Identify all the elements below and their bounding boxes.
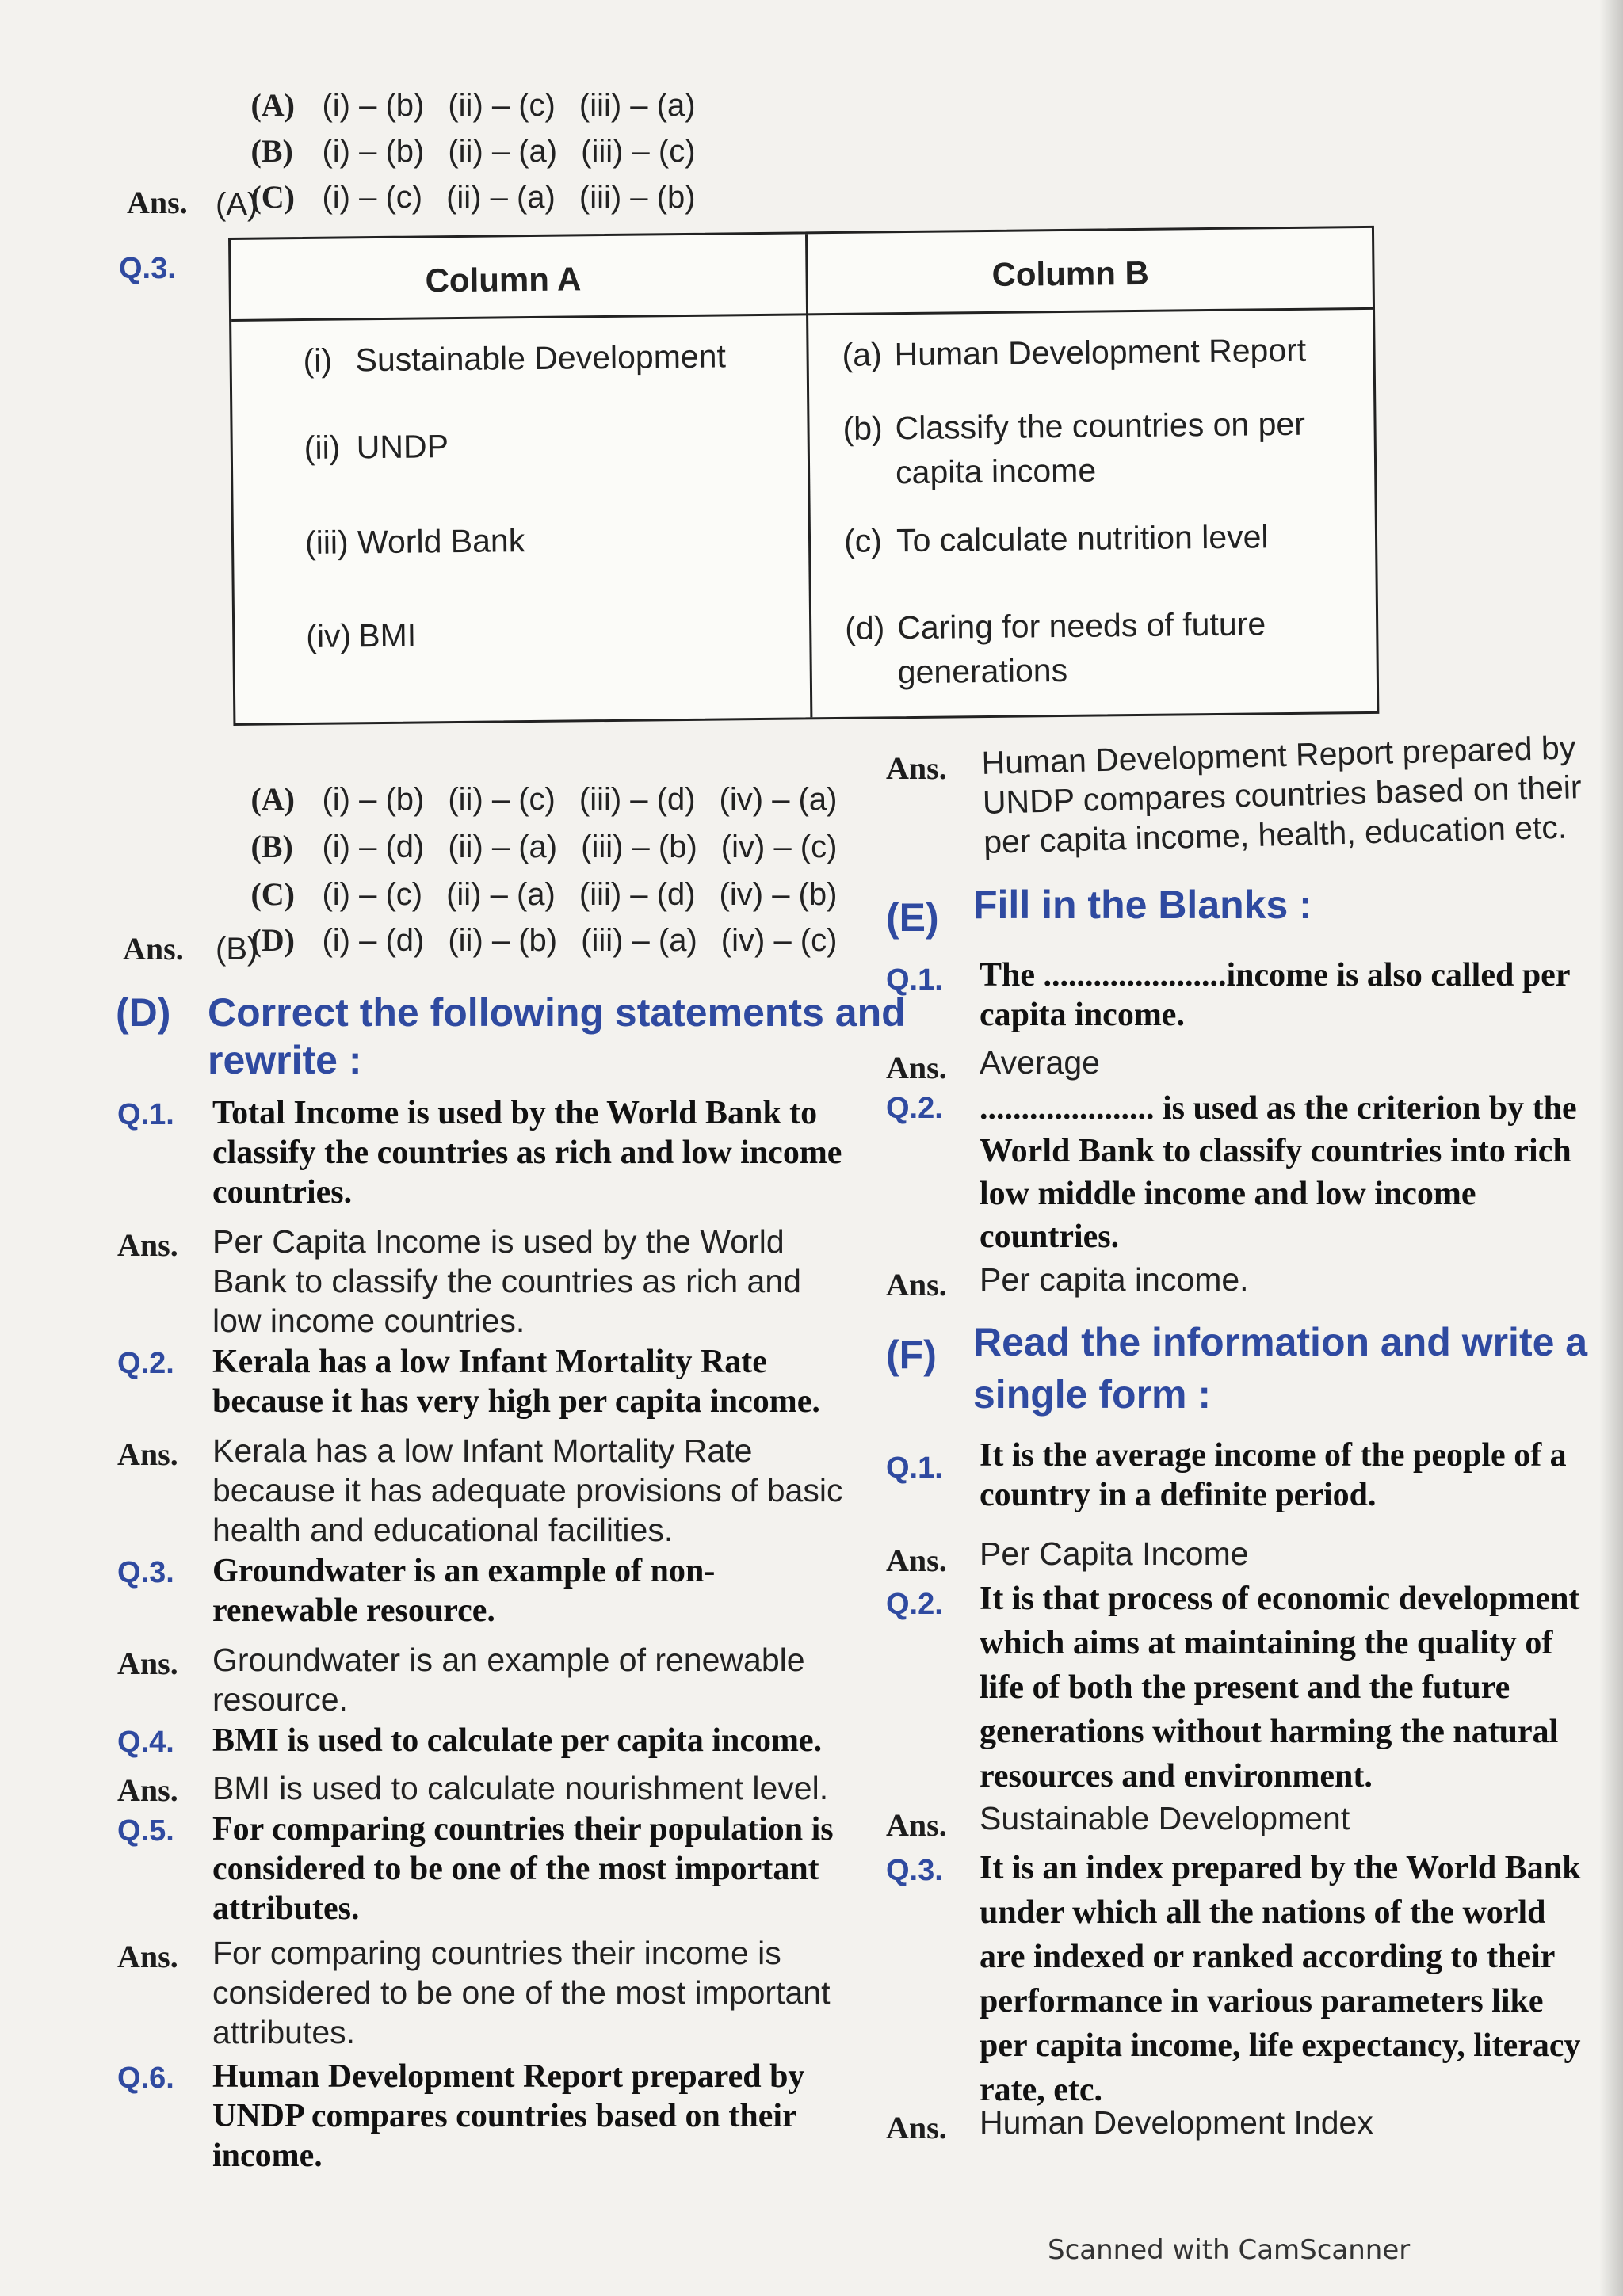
d-q4-answer: BMI is used to calculate nourishment level. (212, 1770, 829, 1806)
d-q1-number: Q.1. (117, 1098, 174, 1131)
top-option-a: (A) (i) – (b) (ii) – (c) (iii) – (a) (250, 87, 696, 123)
col-a-item-2: (ii) UNDP (304, 428, 449, 467)
d-q2-number: Q.2. (117, 1347, 174, 1380)
top-answer-label: Ans. (127, 185, 188, 220)
f-q2-ans-label: Ans. (886, 1807, 947, 1843)
col-b-item-1: (a) Human Development Report (842, 331, 1307, 373)
col-b-item-3: (c) To calculate nutrition level (843, 518, 1269, 559)
d-q6-number: Q.6. (117, 2061, 174, 2095)
f-q1-answer: Per Capita Income (980, 1535, 1249, 1572)
e-q1-number: Q.1. (886, 963, 943, 997)
d-q1-ans-label: Ans. (117, 1227, 178, 1263)
page-edge-shadow (1599, 0, 1623, 2296)
section-e-title: Fill in the Blanks : (973, 883, 1312, 927)
q3-option-a: (A) (i) – (b) (ii) – (c) (iii) – (d) (iv) – (a) (250, 781, 838, 817)
section-d-letter: (D) (116, 990, 171, 1035)
section-f-title-1: Read the information and write a (973, 1320, 1588, 1364)
f-q2-question: It is that process of economic development which aims at maintaining the quality of life of both the present and the future generations without harming the natural resources and environment. (980, 1581, 1580, 1794)
d-q4-question: BMI is used to calculate per capita income. (212, 1722, 823, 1759)
top-option-b: (B) (i) – (b) (ii) – (a) (iii) – (c) (250, 133, 696, 169)
table-header-row (231, 228, 1373, 322)
d-q5-question: For comparing countries their population is considered to be one of the most important attributes. (212, 1811, 834, 1927)
scanner-watermark: Scanned with CamScanner (1048, 2234, 1411, 2266)
section-f-letter: (F) (886, 1333, 937, 1377)
section-d-title-2: rewrite : (208, 1038, 362, 1082)
d-q3-number: Q.3. (117, 1556, 174, 1589)
d-q2-answer: Kerala has a low Infant Mortality Rate because it has adequate provisions of basic health and educational facilities. (212, 1432, 843, 1548)
section-f-title-2: single form : (973, 1372, 1212, 1417)
f-q3-number: Q.3. (886, 1854, 943, 1887)
col-b-item-2: (b) Classify the countries on per capita income (842, 405, 1306, 491)
top-answer-value: (A) (216, 187, 258, 222)
d-q5-ans-label: Ans. (117, 1939, 178, 1974)
col-b-item-4: (d) Caring for needs of future generations (844, 605, 1266, 691)
f-q3-ans-label: Ans. (886, 2110, 947, 2145)
f-q2-answer: Sustainable Development (980, 1800, 1350, 1836)
e-q2-ans-label: Ans. (886, 1267, 947, 1302)
d-q2-question: Kerala has a low Infant Mortality Rate because it has very high per capita income. (212, 1344, 820, 1420)
f-q1-question: It is the average income of the people of a country in a definite period. (980, 1437, 1567, 1513)
f-q3-question: It is an index prepared by the World Bank under which all the nations of the world are indexed or ranked according to their performance in various parameters like per capita income, life expectancy, literacy rate, etc. (980, 1850, 1581, 2108)
e-q1-question: The ......................income is also called per capita income. (980, 957, 1570, 1033)
f-q3-answer: Human Development Index (980, 2104, 1373, 2141)
d-q3-ans-label: Ans. (117, 1646, 178, 1681)
right-q6-ans-label: Ans. (886, 750, 947, 786)
section-d-title-1: Correct the following statements and (208, 990, 906, 1035)
col-a-item-1: (i) Sustainable Development (303, 338, 727, 379)
q3-option-c: (C) (i) – (c) (ii) – (a) (iii) – (d) (iv) – (b) (250, 876, 838, 912)
d-q5-answer: For comparing countries their income is considered to be one of the most important attributes. (212, 1935, 831, 2050)
q3-option-d: (D) (i) – (d) (ii) – (b) (iii) – (a) (iv) – (c) (250, 922, 838, 958)
top-option-c: (C) (i) – (c) (ii) – (a) (iii) – (b) (250, 179, 696, 215)
d-q3-answer: Groundwater is an example of renewable resource. (212, 1642, 805, 1718)
e-q1-ans-label: Ans. (886, 1050, 947, 1085)
right-q6-answer: Human Development Report prepared by UNDP compares countries based on their per capita income, health, education etc. (981, 729, 1583, 860)
d-q1-answer: Per Capita Income is used by the World Bank to classify the countries as rich and low income countries. (212, 1223, 801, 1339)
col-a-item-4: (iv) BMI (306, 616, 417, 654)
q3-number: Q.3. (119, 252, 176, 285)
d-q6-question: Human Development Report prepared by UNDP compares countries based on their income. (212, 2058, 805, 2174)
d-q5-number: Q.5. (117, 1814, 174, 1848)
q3-option-b: (B) (i) – (d) (ii) – (a) (iii) – (b) (iv) – (c) (250, 829, 838, 864)
d-q2-ans-label: Ans. (117, 1436, 178, 1472)
section-e-letter: (E) (886, 895, 939, 940)
match-table (228, 226, 1379, 726)
col-a-item-3: (iii) World Bank (304, 522, 525, 562)
d-q3-question: Groundwater is an example of non-renewable resource. (212, 1553, 716, 1629)
e-q2-number: Q.2. (886, 1092, 943, 1125)
d-q4-number: Q.4. (117, 1726, 174, 1759)
f-q1-number: Q.1. (886, 1451, 943, 1485)
q3-answer-label: Ans. (123, 931, 184, 967)
column-b-header: Column B (991, 254, 1150, 293)
q3-answer-value: (B) (216, 932, 258, 967)
e-q1-answer: Average (980, 1044, 1100, 1081)
column-a-header: Column A (425, 260, 582, 299)
d-q1-question: Total Income is used by the World Bank to classify the countries as rich and low income countries. (212, 1095, 842, 1211)
d-q4-ans-label: Ans. (117, 1772, 178, 1808)
f-q1-ans-label: Ans. (886, 1543, 947, 1578)
e-q2-question: ..................... is used as the criterion by the World Bank to classify countries into rich low middle income and low income countries. (980, 1090, 1577, 1255)
f-q2-number: Q.2. (886, 1588, 943, 1621)
e-q2-answer: Per capita income. (980, 1261, 1249, 1298)
